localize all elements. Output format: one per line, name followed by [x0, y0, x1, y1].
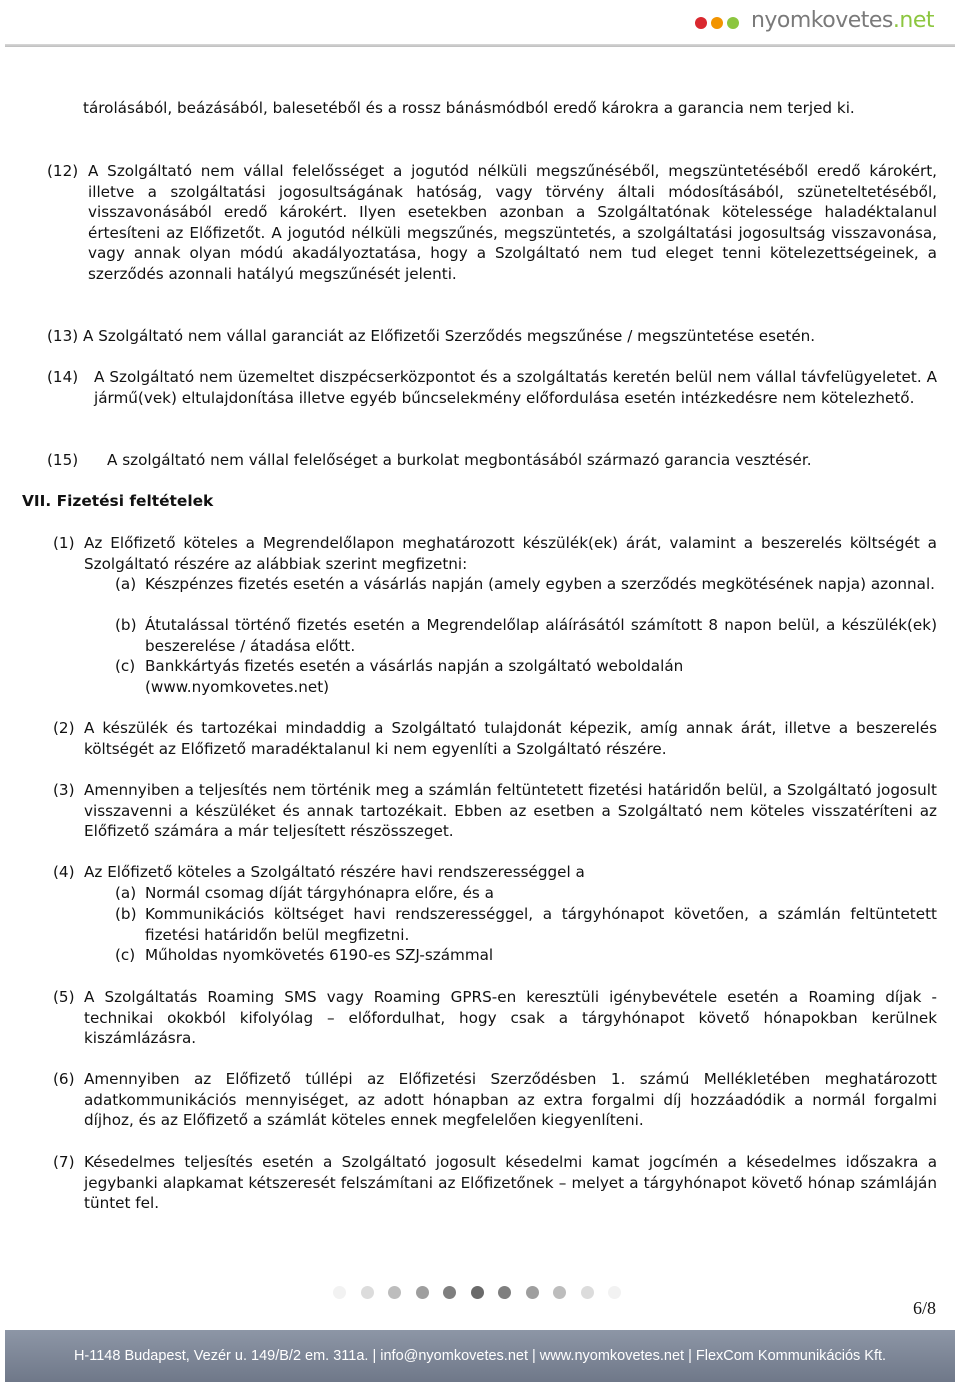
- sub-4c-number: (c): [115, 946, 136, 964]
- item-5-number: (5): [53, 988, 75, 1006]
- continued-paragraph: tárolásából, beázásából, balesetéből és a rossz bánásmódból eredő károkra a garancia nem terjed ki.: [83, 99, 855, 117]
- paragraph-13: (13) A Szolgáltató nem vállal garanciát az Előfizetői Szerződés megszűnése / megszüntetése esetén.: [47, 327, 816, 345]
- logo-name: nyomkovetes: [750, 7, 893, 33]
- item-3-text: Amennyiben a teljesítés nem történik meg a számlán feltüntetett fizetési határidőn belül, a Szolgáltató jogosult visszavenni a készüléket és annak tartozékait. Ebben az esetben a Szolgáltató nem köteles visszatéríteni az Előfizető számára a már teljesített részösszeget.: [84, 781, 937, 841]
- sub-1b-text: Átutalással történő fizetés esetén a Megrendelőlap aláírásától számított 8 napon belül, a készülék(ek) beszerelése / átadása előtt.: [145, 616, 937, 655]
- decorative-dot-9: [553, 1286, 566, 1299]
- footer-text: H-1148 Budapest, Vezér u. 149/B/2 em. 311a. | info@nyomkovetes.net | www.nyomkovetes.net | FlexCom Kommunikációs Kft.: [73, 1348, 887, 1364]
- paragraph-15: A szolgáltató nem vállal felelőséget a burkolat megbontásából származó garancia vesztésér.: [107, 451, 812, 469]
- item-2-text: A készülék és tartozékai mindaddig a Szolgáltató tulajdonát képezik, amíg annak árát, illetve a beszerelés költségét az Előfizető maradéktalanul ki nem egyenlíti a Szolgáltató részére.: [84, 719, 937, 758]
- decorative-dot-10: [581, 1286, 594, 1299]
- decorative-dot-5: [443, 1286, 456, 1299]
- logo-tld: .net: [892, 7, 934, 33]
- sub-4c-text: Műholdas nyomkövetés 6190-es SZJ-számmal: [145, 946, 494, 964]
- logo-dot-green: [727, 17, 739, 29]
- item-2-number: (2): [53, 719, 75, 737]
- section-title: VII. Fizetési feltételek: [22, 492, 214, 510]
- sub-4b-text: Kommunikációs költséget havi rendszerességgel, a tárgyhónapot követően, a számlán feltüntetett fizetési határidőn belül megfizetni.: [145, 905, 937, 944]
- item-6-text: Amennyiben az Előfizető túllépi az Előfizetési Szerződésben 1. számú Mellékletében meghatározott adatkommunikációs mennyiséget, az adott hónapban az extra forgalmi díj hozzáadódik a normál forgalmi díjhoz, és az Előfizető a számlát köteles ennek megfelelően kiegyenlíteni.: [84, 1070, 937, 1130]
- page-header: [0, 0, 960, 48]
- decorative-dot-4: [416, 1286, 429, 1299]
- sub-1a-number: (a): [115, 575, 137, 593]
- paragraph-12-number: (12): [47, 162, 79, 180]
- paragraph-15-number: (15): [47, 451, 79, 469]
- paragraph-14: [94, 367, 937, 408]
- sub-1c-number: (c): [115, 657, 136, 675]
- item-3-number: (3): [53, 781, 75, 799]
- sub-1a-text: Készpénzes fizetés esetén a vásárlás napján (amely egyben a szerződés megkötésének napja) azonnal.: [145, 575, 935, 593]
- decorative-dot-6: [471, 1286, 484, 1299]
- nyomkovetes-logo: [695, 4, 934, 36]
- page-footer: [5, 1330, 955, 1382]
- paragraph-14-text: A Szolgáltató nem üzemeltet diszpécserközpontot és a szolgáltatás keretén belül nem vállal távfelügyeletet. A jármű(vek) eltulajdonítása illetve egyéb bűncselekmény előfordulása esetén intézkedésre nem kötelezhető.: [94, 368, 937, 407]
- decorative-dot-1: [333, 1286, 346, 1299]
- decorative-dots: [333, 1286, 636, 1299]
- item-4-text: Az Előfizető köteles a Szolgáltató részére havi rendszerességgel a: [84, 863, 585, 881]
- logo-dots-icon: [695, 17, 743, 29]
- paragraph-14-number: (14): [47, 368, 79, 386]
- logo-dot-orange: [711, 17, 723, 29]
- item-1-text: Az Előfizető köteles a Megrendelőlapon meghatározott készülék(ek) árát, valamint a beszerelés költségét a Szolgáltató részére az alábbiak szerint megfizetni:: [84, 534, 937, 573]
- sub-4b-number: (b): [115, 905, 137, 923]
- sub-1b-number: (b): [115, 616, 137, 634]
- item-5-text: A Szolgáltatás Roaming SMS vagy Roaming GPRS-en keresztüli igénybevétele esetén a Roaming díjak - technikai okokból kifolyólag – előfordulhat, hogy csak a tárgyhónapot követő hónapokban kerülnek kiszámlázásra.: [84, 988, 937, 1048]
- decorative-dot-2: [361, 1286, 374, 1299]
- paragraph-12: [88, 161, 937, 285]
- header-divider: [5, 44, 955, 47]
- item-7-number: (7): [53, 1153, 75, 1171]
- sub-4a-number: (a): [115, 884, 137, 902]
- sub-1c-text: Bankkártyás fizetés esetén a vásárlás napján a szolgáltató weboldalán (www.nyomkovetes.net): [145, 657, 684, 696]
- decorative-dot-8: [526, 1286, 539, 1299]
- sub-4a-text: Normál csomag díját tárgyhónapra előre, és a: [145, 884, 494, 902]
- page-number: 6/8: [912, 1298, 936, 1318]
- decorative-dot-3: [388, 1286, 401, 1299]
- item-7-text: Késedelmes teljesítés esetén a Szolgáltató jogosult késedelmi kamat jogcímén a késedelmes időszakra a jegybanki alapkamat kétszeresét felszámítani az Előfizetőnek – melyet a tárgyhónapot követő hónap számláján tüntet fel.: [84, 1153, 937, 1213]
- logo-text: [751, 8, 934, 33]
- item-4-number: (4): [53, 863, 75, 881]
- decorative-dot-11: [608, 1286, 621, 1299]
- decorative-dot-7: [498, 1286, 511, 1299]
- item-1-number: (1): [53, 534, 75, 552]
- logo-dot-red: [695, 17, 707, 29]
- paragraph-12-text: A Szolgáltató nem vállal felelősséget a jogutód nélküli megszűnéséből, megszüntetéséből eredő károkért, illetve a szolgáltatási jogosultságának hatóság, vagy törvény általi módosításából, szüneteltetéséből, visszavonásából eredő károkért. Ilyen esetekben azonban a Szolgáltatónak kötelessége haladéktalanul értesíteni az Előfizetőt. A jogutód nélküli megszűnés, megszüntetés, a szolgáltatási jogosultság visszavonása, vagy annak olyan módú akadályoztatása, hogy a Szolgáltató nem tud eleget tenni kötelezettségeinek, a szerződés azonnali hatályú megszűnését jelenti.: [88, 162, 937, 283]
- item-6-number: (6): [53, 1070, 75, 1088]
